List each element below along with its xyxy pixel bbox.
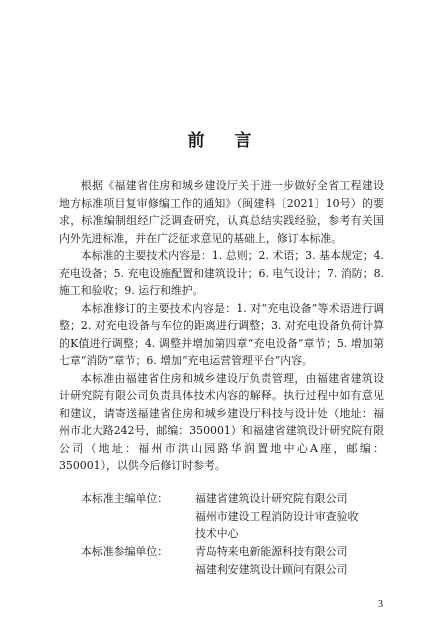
page-title — [0, 126, 441, 151]
paragraph-management: 本标准由福建省住房和城乡建设厅负责管理，由福建省建筑设计研究院有限公司负责具体技术内容的解释。执行过程中如有意见和建议，请寄送福建省住房和城乡建设厅科技与设计处（地址：福州市北大路242号，邮编：350001）和福建省建筑设计研究院有限公司（地址：福州市洪山园路华润置地中心A座，邮编：350001），以供今后修订时参考。 — [59, 371, 384, 472]
participant-unit-1: 青岛特来电新能源科技有限公司 — [195, 545, 348, 558]
participant-editor-block — [59, 543, 384, 578]
paragraph-main-content: 本标准的主要技术内容是：1. 总则；2. 术语；3. 基本规定；4. 充电设备；5. 充电设施配置和建筑设计；6. 电气设计；7. 消防；8. 施工和验收；9. 运行和维护。 — [59, 249, 384, 297]
page-number: 3 — [378, 599, 383, 610]
paragraph-revision-content: 本标准修订的主要技术内容是：1. 对“充电设备”等术语进行调整；2. 对充电设备与车位的距离进行调整；3. 对充电设备负荷计算的K值进行调整；4. 调整并增加第四章“充电设备”章节；5. 增加第七章“消防”章节；6. 增加“充电运营管理平台”内容。 — [59, 301, 384, 367]
chief-editor-label: 本标准主编单位： — [81, 492, 169, 505]
title-char-1: 前 — [187, 131, 207, 151]
paragraph-basis: 根据《福建省住房和城乡建设厅关于进一步做好全省工程建设地方标准项目复审修编工作的通知》（闽建科〔2021〕10号）的要求，标准编制组经广泛调查研究，认真总结实践经验，参考有关国内外先进标准，并在广泛征求意见的基础上，修订本标准。 — [59, 179, 384, 245]
participant-unit-2: 福建利安建筑设计顾问有限公司 — [195, 562, 348, 576]
chief-editor-block — [59, 490, 384, 543]
title-char-2: 言 — [234, 131, 254, 151]
chief-unit-2: 福州市建设工程消防设计审查验收 — [195, 509, 359, 523]
chief-unit-1: 福建省建筑设计研究院有限公司 — [195, 492, 348, 505]
participant-editor-label: 本标准参编单位： — [81, 545, 169, 558]
chief-unit-2-cont: 技术中心 — [195, 527, 239, 540]
preface-body — [59, 177, 384, 475]
